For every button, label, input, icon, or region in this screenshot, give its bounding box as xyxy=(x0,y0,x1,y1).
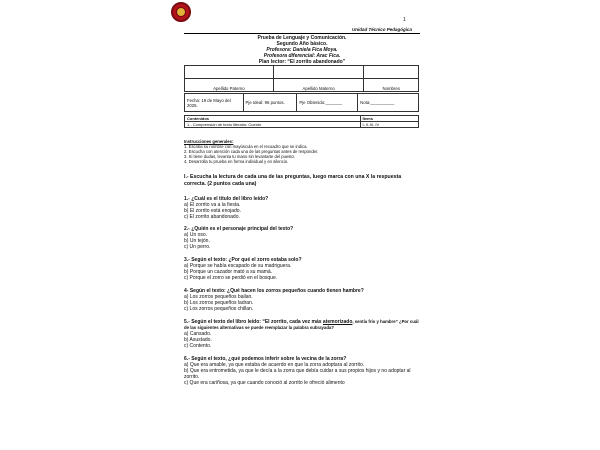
contents-table xyxy=(184,115,419,128)
names-label: Nombres xyxy=(364,79,419,92)
instruction-item: 3. Si tiene dudas, levanta tu mano sin levantarte del puesto. xyxy=(184,154,296,159)
section-title: I.- Escucha la lectura de cada una de las preguntas, luego marca con una X la respuesta correcta. (2 puntos cada una) xyxy=(184,174,402,187)
question-5 xyxy=(184,319,424,349)
answer-option[interactable]: b) El zorrito está enojado. xyxy=(184,208,241,214)
answer-option[interactable]: c) Un perro. xyxy=(184,244,211,250)
instruction-item: 2. Escucha con atención cada una de las preguntas antes de responder. xyxy=(184,149,319,154)
page-number: 1 xyxy=(403,17,406,23)
answer-option[interactable]: c) Porque el zorro se perdió en el bosque. xyxy=(184,275,278,281)
test-title: Prueba de Lenguaje y Comunicación. xyxy=(257,35,347,41)
paternal-surname-label: Apellido Paterno xyxy=(185,79,274,92)
student-name-table xyxy=(184,65,419,92)
answer-option[interactable]: a) Un oso. xyxy=(184,232,208,238)
header-divider xyxy=(184,33,420,34)
test-header xyxy=(184,35,420,65)
question-6 xyxy=(184,356,424,386)
items-row: I- II-III- IV xyxy=(360,122,419,128)
question-text: 6.- Según el texto, ¿qué podemos inferir sobre la vecina de la zorra? xyxy=(184,356,347,362)
ideal-score: Pje Ideal: 96 puntos. xyxy=(243,94,297,112)
general-instructions xyxy=(184,139,424,164)
differential-teacher: Profesora diferencial: Arac Fica. xyxy=(263,53,341,59)
answer-option[interactable]: c) Los zorros pequeños chillan. xyxy=(184,306,254,312)
question-text: 3.- Según el texto: ¿Por qué el zorro estaba solo? xyxy=(184,257,302,263)
question-1 xyxy=(184,196,424,220)
paternal-surname-field[interactable] xyxy=(185,66,274,79)
answer-option[interactable]: a) El zorrito va a la fiesta. xyxy=(184,202,241,208)
instruction-item: 4. Desarrolla tu prueba en forma individual y en silencio. xyxy=(184,159,289,164)
teacher-name: Profesora: Daniela Fica Moya. xyxy=(266,47,338,53)
contents-header: Contenidos xyxy=(185,116,361,122)
question-2 xyxy=(184,226,424,250)
obtained-score-field[interactable]: Pje Obtenido:_______ xyxy=(297,94,358,112)
reading-plan: Plan lector: “El zorrito abandonado” xyxy=(258,59,346,65)
maternal-surname-field[interactable] xyxy=(273,66,364,79)
answer-option[interactable]: a) Cansado. xyxy=(184,331,212,337)
answer-option[interactable]: b) Que era entrometida, ya que le decía a la zorra que debía cuidar a sus propios hijos y no adoptar al zorrito. xyxy=(184,368,411,380)
answer-option[interactable]: b) Porque un cazador mató a su mamá. xyxy=(184,269,273,275)
instructions-heading: Instrucciones generales: xyxy=(184,139,234,144)
contents-row: 1.- Comprensión de texto literario: Cuento xyxy=(185,122,361,128)
names-field[interactable] xyxy=(364,66,419,79)
question-text: 4- Según el texto: ¿Qué hacen los zorros pequeños cuando tienen hambre? xyxy=(184,288,364,294)
answer-option[interactable]: b) Un tejón. xyxy=(184,238,210,244)
test-grade: Segundo Año básico. xyxy=(276,41,328,47)
underlined-word: atemorizado xyxy=(322,319,353,325)
question-text: 2.- ¿Quién es el personaje principal del texto? xyxy=(184,226,294,232)
answer-option[interactable]: a) Que era amable, ya que estaba de acuerdo en que la zorra adoptara al zorrito. xyxy=(184,362,365,368)
unit-label: Unidad Técnico Pedagógica xyxy=(352,27,413,32)
question-text: 1.- ¿Cuál es el título del libro leído? xyxy=(184,196,269,202)
answer-option[interactable]: a) Porque se había escapado de su madriguera. xyxy=(184,263,292,269)
answer-option[interactable]: a) Los zorros pequeños bailan. xyxy=(184,294,253,300)
instruction-item: 1. Escriba su nombre con mayúscula en el recuadro que se indica. xyxy=(184,144,308,149)
question-text: 5.- Según el texto del libro leído: “El zorrito, cada vez más atemorizado, sentía frío y hambre” ¿Por cuál de las siguientes alternativas se puede reemplazar la palabra subrayada? xyxy=(184,319,419,330)
question-4 xyxy=(184,288,424,312)
maternal-surname-label: Apellido Materno xyxy=(273,79,364,92)
answer-option[interactable]: b) Los zorros pequeños ladran. xyxy=(184,300,254,306)
answer-option[interactable]: c) El zorrito abandonado. xyxy=(184,214,240,220)
items-header: Ítems xyxy=(360,116,419,122)
answer-option[interactable]: b) Asustado. xyxy=(184,337,212,343)
answer-option[interactable]: c) Contento. xyxy=(184,343,212,349)
school-logo xyxy=(171,2,191,22)
score-info-table xyxy=(184,93,419,112)
grade-field[interactable]: Nota:__________ xyxy=(358,94,419,112)
question-3 xyxy=(184,257,424,281)
answer-option[interactable]: c) Que era cariñosa, ya que cuando conoció al zorrito le ofreció alimento xyxy=(184,380,345,386)
test-date: Fecha: 19 de Mayo del 2025. xyxy=(185,94,244,112)
